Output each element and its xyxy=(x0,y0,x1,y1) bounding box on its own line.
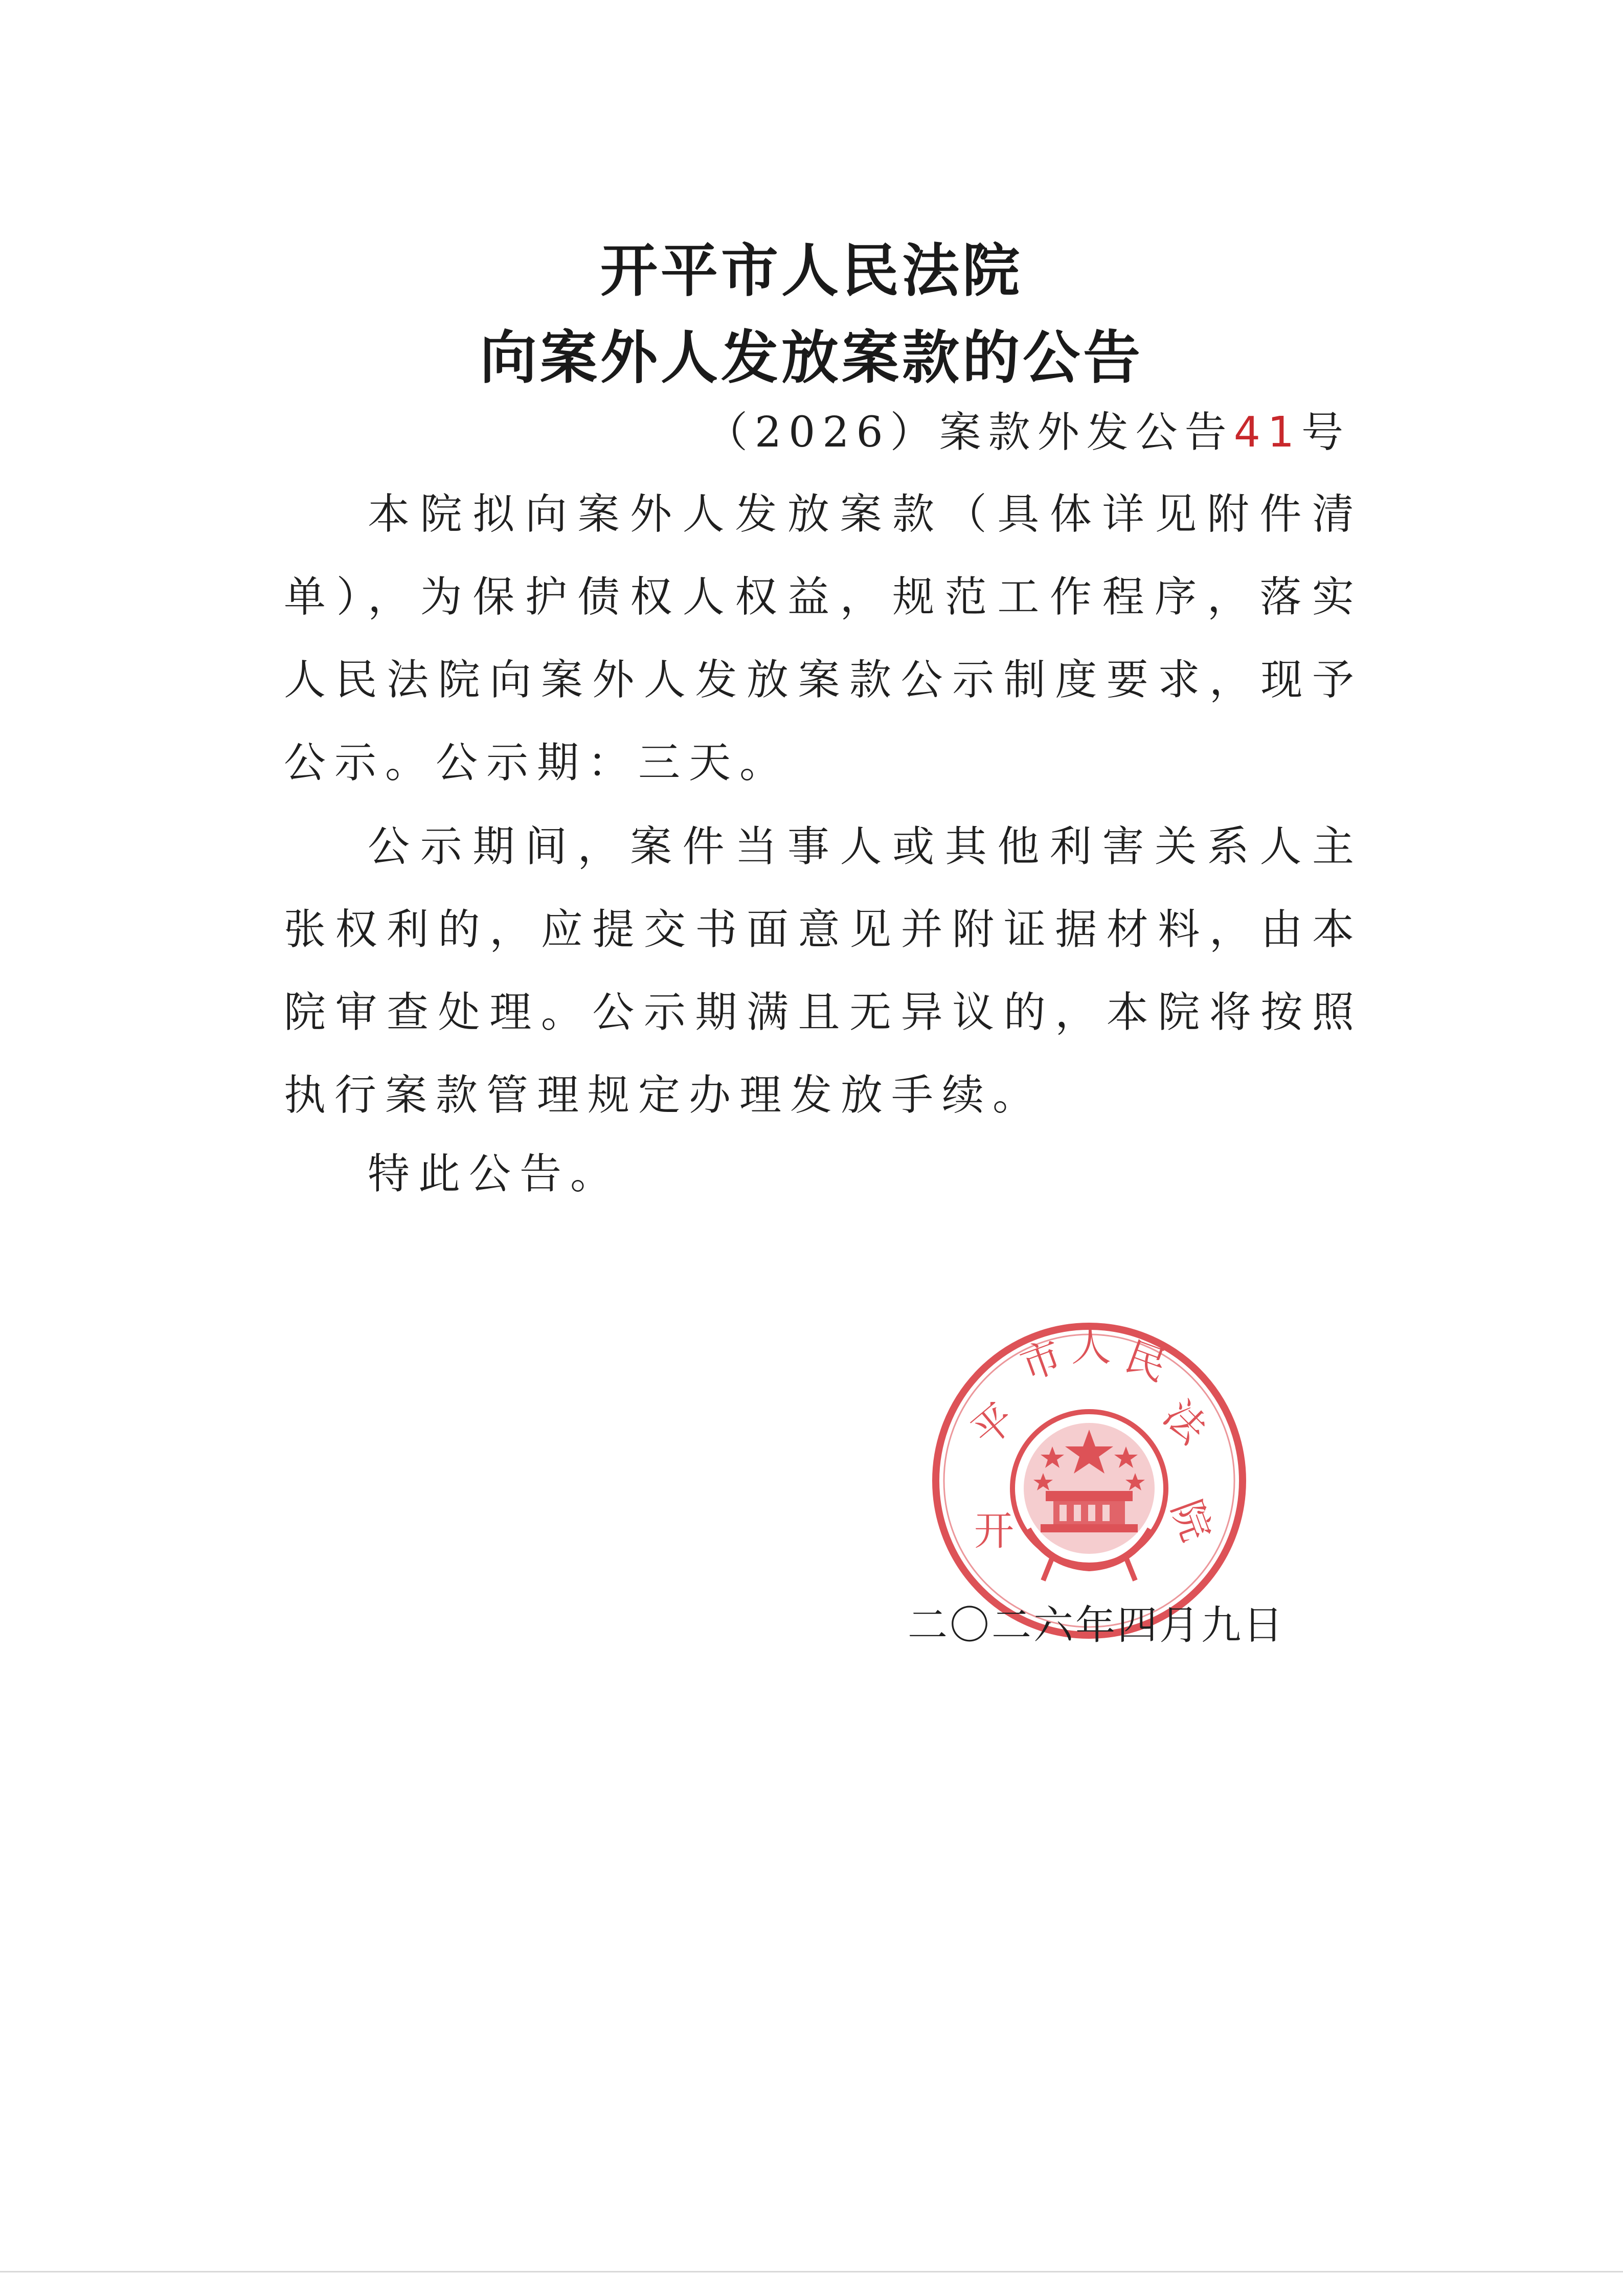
document-number-prefix: （2026）案款外发公告 xyxy=(706,408,1234,457)
body-paragraph-announcement: 本院拟向案外人发放案款（具体详见附件清单），为保护债权人权益，规范工作程序，落实人民法院向案外人发放案款公示制度要求，现予公示。公示期：三天。 xyxy=(284,490,1363,787)
seal-text-6: 法 xyxy=(1154,1392,1215,1453)
seal-text-3: 市 xyxy=(1015,1332,1068,1390)
seal-text-4: 人 xyxy=(1071,1324,1112,1370)
seal-text-2: 平 xyxy=(963,1395,1024,1456)
document-date: 二〇二六年四月九日 xyxy=(908,1602,1286,1648)
body-paragraph-closing: 特此公告。 xyxy=(368,1150,621,1198)
document-title-court: 开平市人民法院 xyxy=(600,238,1023,304)
document-title-notice: 向案外人发放案款的公告 xyxy=(480,325,1143,391)
document-number-value: 41 xyxy=(1233,408,1302,457)
seal-text-5: 民 xyxy=(1119,1333,1173,1391)
document-number-suffix: 号 xyxy=(1301,408,1351,457)
scan-edge-divider xyxy=(0,2271,1623,2272)
document-number xyxy=(706,399,1350,459)
seal-text-7: 院 xyxy=(1162,1494,1220,1548)
seal-text-1: 开 xyxy=(974,1508,1015,1554)
body-paragraph-objection: 公示期间，案件当事人或其他利害关系人主张权利的，应提交书面意见并附证据材料，由本院审查处理。公示期满且无异议的，本院将按照执行案款管理规定办理发放手续。 xyxy=(284,822,1363,1120)
